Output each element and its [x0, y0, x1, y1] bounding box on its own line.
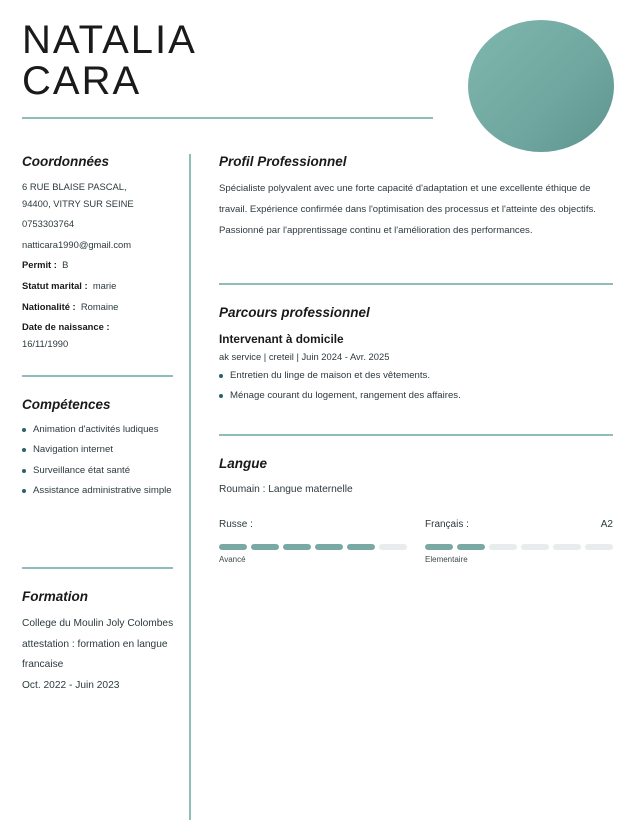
- experience-title: Parcours professionnel: [219, 305, 370, 320]
- birth-label: Date de naissance :: [22, 321, 110, 333]
- skills-section: [22, 397, 182, 502]
- profile-photo-circle: [468, 20, 614, 152]
- job-meta: ak service | creteil | Juin 2024 - Avr. 2025: [219, 351, 390, 362]
- language-name: Français :: [425, 519, 469, 530]
- email: natticara1990@gmail.com: [22, 238, 132, 250]
- profile-text: Spécialiste polyvalent avec une forte capacité d'adaptation et une excellente éthique de travail. Expérience confirmée dans l'optimisation des processus et l'atteinte des objectifs. Passionné par l'apprentissage continu et l'amélioration des performances.: [219, 183, 596, 236]
- divider-left-1: [22, 375, 173, 377]
- level-segment-empty: [379, 544, 407, 550]
- divider-right-2: [219, 434, 613, 436]
- skill-item: Assistance administrative simple: [22, 481, 182, 501]
- language-french: [425, 519, 613, 564]
- marital-value: marie: [92, 279, 117, 291]
- profile-title: Profil Professionnel: [219, 154, 347, 169]
- address-line-2: 94400, VITRY SUR SEINE: [22, 197, 134, 209]
- school-name: College du Moulin Joly Colombes: [22, 618, 174, 629]
- skills-title: Compétences: [22, 397, 111, 412]
- level-segment-empty: [489, 544, 517, 550]
- task-item: Ménage courant du logement, rangement des affaires.: [219, 386, 619, 406]
- level-segment-filled: [457, 544, 485, 550]
- language-level-bars: [425, 544, 613, 550]
- language-level-bars: [219, 544, 407, 550]
- mother-tongue: Roumain : Langue maternelle: [219, 484, 353, 495]
- level-segment-empty: [585, 544, 613, 550]
- contact-section: [22, 154, 182, 354]
- nationality-label: Nationalité :: [22, 300, 76, 312]
- skill-item: Animation d'activités ludiques: [22, 420, 182, 440]
- level-segment-empty: [521, 544, 549, 550]
- address-line-1: 6 RUE BLAISE PASCAL,: [22, 181, 127, 192]
- education-section: [22, 589, 182, 696]
- language-name: Russe :: [219, 519, 253, 530]
- nationality-row: [22, 297, 182, 318]
- level-segment-empty: [553, 544, 581, 550]
- language-code: A2: [600, 519, 613, 530]
- level-segment-filled: [251, 544, 279, 550]
- divider-right-1: [219, 283, 613, 285]
- marital-label: Statut marital :: [22, 279, 88, 291]
- language-level-label: Avancé: [219, 555, 246, 564]
- level-segment-filled: [219, 544, 247, 550]
- divider-left-2: [22, 567, 173, 569]
- task-item: Entretien du linge de maison et des vêtements.: [219, 366, 619, 386]
- job-title: Intervenant à domicile: [219, 332, 344, 346]
- birth-value: 16/11/1990: [22, 337, 69, 349]
- candidate-name: [22, 20, 197, 102]
- permit-label: Permit :: [22, 259, 57, 271]
- language-level-label: Elementaire: [425, 555, 468, 564]
- skill-item: Surveillance état santé: [22, 461, 182, 481]
- marital-row: [22, 276, 182, 297]
- languages-section: [219, 456, 619, 564]
- permit-value: B: [62, 259, 69, 271]
- diploma: attestation : formation en langue francaise: [22, 638, 168, 671]
- education-dates: Oct. 2022 - Juin 2023: [22, 679, 120, 691]
- first-name: NATALIA: [22, 18, 197, 62]
- job-tasks: [219, 366, 619, 407]
- skills-list: [22, 420, 182, 502]
- experience-section: [219, 305, 619, 407]
- contact-title: Coordonnées: [22, 154, 110, 169]
- education-title: Formation: [22, 589, 88, 604]
- level-segment-filled: [283, 544, 311, 550]
- permit-row: [22, 255, 182, 276]
- level-segment-filled: [347, 544, 375, 550]
- skill-item: Navigation internet: [22, 440, 182, 460]
- languages-title: Langue: [219, 456, 268, 471]
- language-russian: [219, 519, 407, 564]
- level-segment-filled: [425, 544, 453, 550]
- header-divider: [22, 117, 433, 119]
- last-name: CARA: [22, 59, 142, 103]
- level-segment-filled: [315, 544, 343, 550]
- nationality-value: Romaine: [80, 300, 119, 312]
- phone: 0753303764: [22, 218, 75, 230]
- profile-section: [219, 154, 619, 241]
- column-divider: [189, 154, 191, 820]
